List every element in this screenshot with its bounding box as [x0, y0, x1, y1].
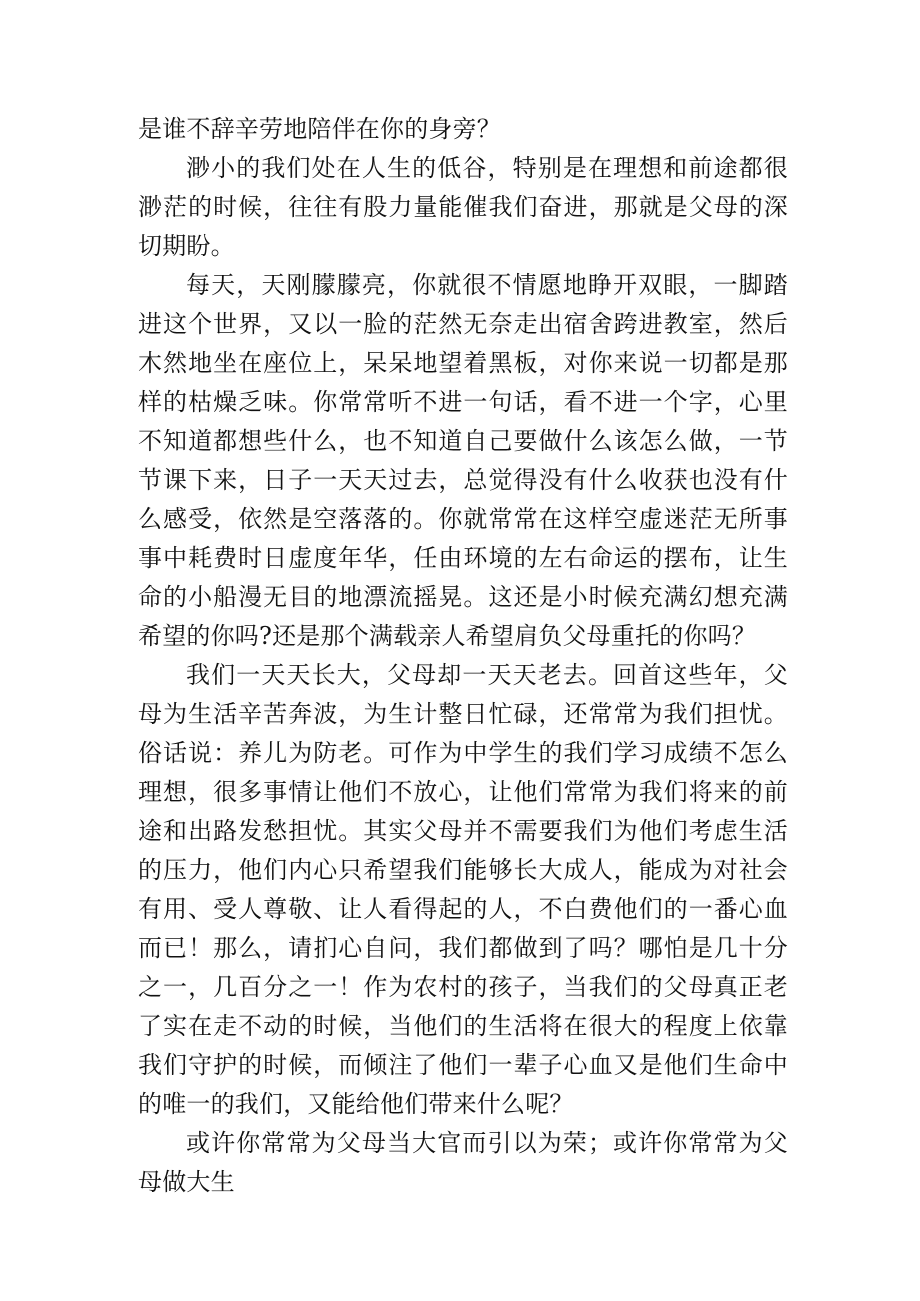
paragraph-3: 每天，天刚朦朦亮，你就很不情愿地睁开双眼，一脚踏进这个世界，又以一脸的茫然无奈走出宿舍跨进教室，然后木然地坐在座位上，呆呆地望着黑板，对你来说一切都是那样的枯燥乏味。你常常听不进一句话，看不进一个字，心里不知道都想些什么，也不知道自己要做什么该怎么做，一节节课下来，日子一天天过去，总觉得没有什么收获也没有什么感受，依然是空落落的。你就常常在这样空虚迷茫无所事事中耗费时日虚度年华，任由环境的左右命运的摆布，让生命的小船漫无目的地漂流摇晃。这还是小时候充满幻想充满希望的你吗?还是那个满载亲人希望肩负父母重托的你吗？ — [138, 271, 788, 650]
document-body — [138, 110, 788, 1202]
paragraph-2: 渺小的我们处在人生的低谷，特别是在理想和前途都很渺茫的时候，往往有股力量能催我们奋进，那就是父母的深切期盼。 — [138, 154, 788, 260]
paragraph-1: 是谁不辞辛劳地陪伴在你的身旁？ — [138, 115, 501, 143]
paragraph-4: 我们一天天长大，父母却一天天老去。回首这些年，父母为生活辛苦奔波，为生计整日忙碌，还常常为我们担忧。俗话说：养儿为防老。可作为中学生的我们学习成绩不怎么理想，很多事情让他们不放心，让他们常常为我们将来的前途和出路发愁担忧。其实父母并不需要我们为他们考虑生活的压力，他们内心只希望我们能够长大成人，能成为对社会有用、受人尊敬、让人看得起的人，不白费他们的一番心血而已！那么，请扪心自问，我们都做到了吗？哪怕是几十分之一，几百分之一！作为农村的孩子，当我们的父母真正老了实在走不动的时候，当他们的生活将在很大的程度上依靠我们守护的时候，而倾注了他们一辈子心血又是他们生命中的唯一的我们，又能给他们带来什么呢？ — [138, 661, 788, 1118]
paragraph-5: 或许你常常为父母当大官而引以为荣；或许你常常为父母做大生 — [138, 1129, 788, 1196]
